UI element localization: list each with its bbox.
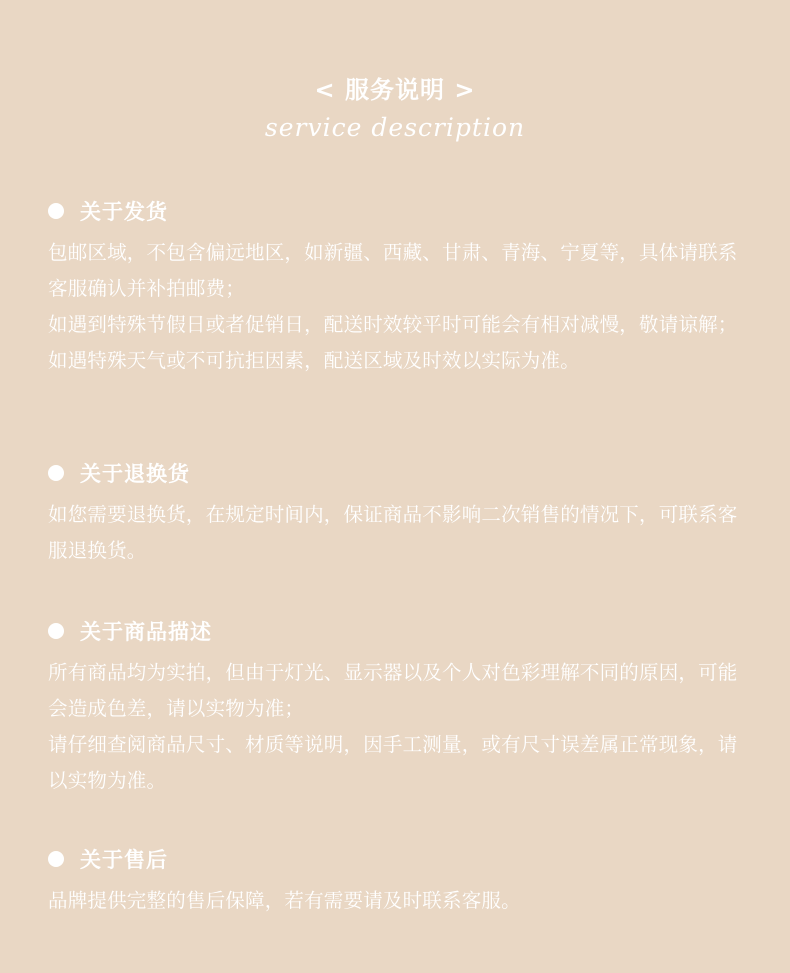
bullet-dot-icon bbox=[48, 465, 64, 481]
section-paragraph: 请仔细查阅商品尺寸、材质等说明，因手工测量，或有尺寸误差属正常现象，请以实物为准。 bbox=[48, 733, 738, 792]
section-paragraph: 包邮区域，不包含偏远地区，如新疆、西藏、甘肃、青海、宁夏等，具体请联系客服确认并补拍邮费； bbox=[48, 241, 738, 300]
section-paragraph: 如遇特殊天气或不可抗拒因素，配送区域及时效以实际为准。 bbox=[48, 349, 580, 372]
section-title: 关于商品描述 bbox=[80, 620, 212, 644]
page-header bbox=[0, 72, 790, 148]
section-paragraph: 所有商品均为实拍，但由于灯光、显示器以及个人对色彩理解不同的原因，可能会造成色差，请以实物为准； bbox=[48, 661, 738, 720]
page-subtitle: service description bbox=[264, 113, 526, 142]
bullet-dot-icon bbox=[48, 623, 64, 639]
page-title: < 服务说明 > bbox=[314, 76, 476, 104]
section-returns bbox=[48, 455, 748, 569]
section-paragraph: 品牌提供完整的售后保障，若有需要请及时联系客服。 bbox=[48, 889, 521, 912]
section-title: 关于退换货 bbox=[80, 462, 190, 486]
section-title: 关于售后 bbox=[80, 848, 168, 872]
section-after-sales bbox=[48, 841, 748, 919]
section-paragraph: 如您需要退换货，在规定时间内，保证商品不影响二次销售的情况下，可联系客服退换货。 bbox=[48, 503, 738, 562]
section-paragraph: 如遇到特殊节假日或者促销日，配送时效较平时可能会有相对减慢，敬请谅解； bbox=[48, 313, 738, 336]
bullet-dot-icon bbox=[48, 851, 64, 867]
section-title: 关于发货 bbox=[80, 200, 168, 224]
section-product-description bbox=[48, 613, 748, 799]
section-shipping bbox=[48, 193, 748, 379]
bullet-dot-icon bbox=[48, 203, 64, 219]
